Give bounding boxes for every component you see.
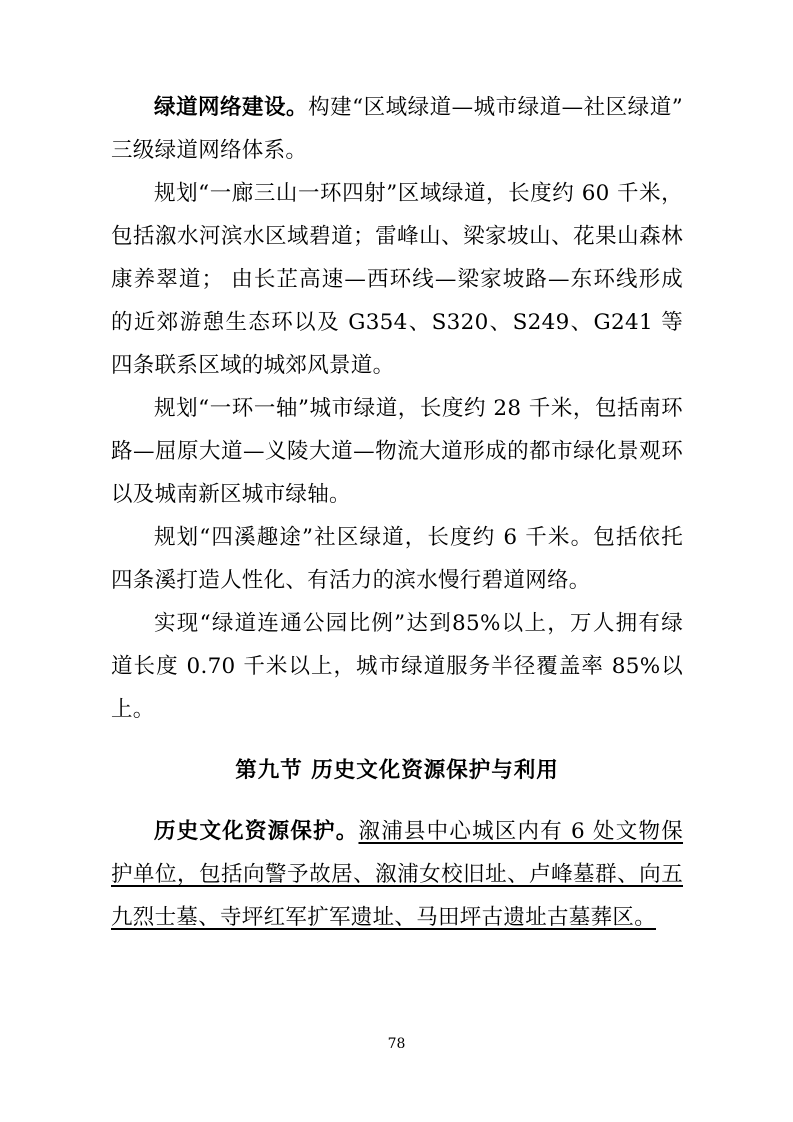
paragraph-lead-greenway-network: 绿道网络建设。 <box>154 95 309 120</box>
paragraph-city-greenway <box>111 387 683 516</box>
spacer-before-heading <box>111 731 683 741</box>
paragraph-greenway-targets <box>111 602 683 731</box>
paragraph-lead-heritage-protection: 历史文化资源保护。 <box>154 819 359 844</box>
paragraph-community-greenway <box>111 516 683 602</box>
spacer-after-heading <box>111 792 683 810</box>
page-number: 78 <box>387 1036 406 1052</box>
paragraph-regional-greenway <box>111 172 683 387</box>
paragraph-text-community-greenway: 规划“四溪趣途”社区绿道，长度约 6 千米。包括依托四条溪打造人性化、有活力的滨水慢行碧道网络。 <box>111 525 683 593</box>
paragraph-text-regional-greenway: 规划“一廊三山一环四射”区域绿道，长度约 60 千米，包括溆水河滨水区域碧道；雷峰山、梁家坡山、花果山森林康养翠道； 由长芷高速—西环线—梁家坡路—东环线形成的近郊游憩生态环以及 G354、S320、S249、G241 等四条联系区域的城郊风景道。 <box>111 181 683 378</box>
section-heading: 第九节 历史文化资源保护与利用 <box>235 758 559 783</box>
paragraph-heritage-protection <box>111 810 683 939</box>
paragraph-text-greenway-network: 构建“区域绿道—城市绿道—社区绿道”三级绿道网络体系。 <box>111 95 683 163</box>
paragraph-text-city-greenway: 规划“一环一轴”城市绿道，长度约 28 千米，包括南环路—屈原大道—义陵大道—物流大道形成的都市绿化景观环以及城南新区城市绿轴。 <box>111 396 683 507</box>
paragraph-text-heritage-protection: 溆浦县中心城区内有 6 处文物保护单位，包括向警予故居、溆浦女校旧址、卢峰墓群、向五九烈士墓、寺坪红军扩军遗址、马田坪古遗址古墓葬区。 <box>111 819 684 930</box>
paragraph-text-greenway-targets: 实现“绿道连通公园比例”达到85%以上，万人拥有绿道长度 0.70 千米以上，城市绿道服务半径覆盖率 85%以上。 <box>111 611 683 722</box>
page-body <box>111 86 683 939</box>
paragraph-greenway-network <box>111 86 683 172</box>
